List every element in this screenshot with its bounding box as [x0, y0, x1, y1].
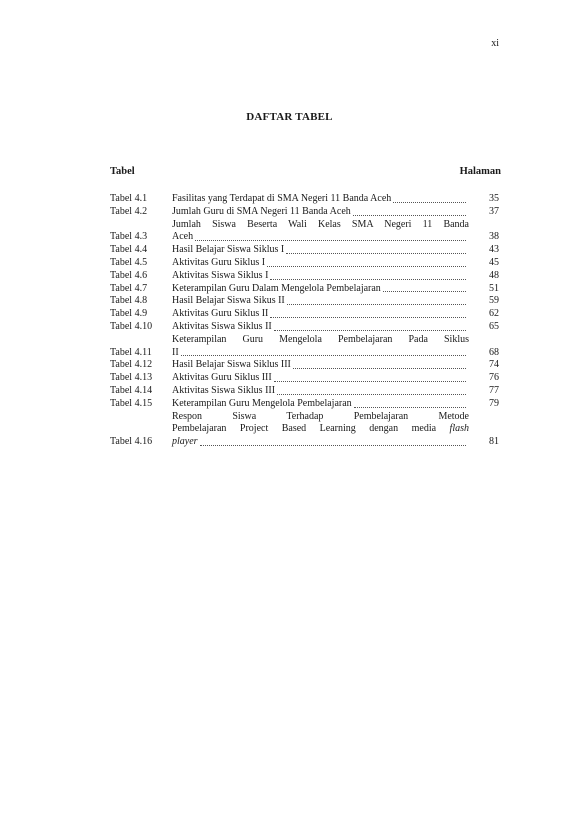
table-caption	[172, 321, 469, 334]
table-number: Tabel 4.15	[110, 397, 153, 409]
dot-leader	[274, 381, 466, 382]
dot-leader	[267, 266, 466, 267]
table-caption	[172, 257, 469, 270]
table-number: Tabel 4.1	[110, 193, 148, 204]
page-reference: 48	[489, 269, 499, 281]
dot-leader	[270, 279, 466, 280]
table-list-item	[110, 257, 499, 270]
table-number: Tabel 4.13	[110, 372, 153, 384]
page-reference: 81	[489, 436, 499, 448]
caption-line: Keterampilan Guru Dalam Mengelola Pembelajaran	[172, 282, 381, 294]
caption-line: Fasilitas yang Terdapat di SMA Negeri 11 Banda Aceh	[172, 193, 392, 204]
table-number: Tabel 4.3	[110, 231, 148, 243]
caption-line: Keterampilan Guru Mengelola Pembelajaran Pada Siklus	[172, 333, 469, 345]
table-number: Tabel 4.4	[110, 244, 148, 256]
column-header-page: Halaman	[459, 166, 501, 177]
table-list-item	[110, 308, 499, 321]
table-caption	[172, 283, 469, 296]
table-caption	[172, 193, 469, 206]
table-number: Tabel 4.5	[110, 256, 148, 268]
caption-line: Aktivitas Guru Siklus III	[172, 372, 272, 384]
page-reference: 37	[489, 205, 499, 217]
caption-line: Aktivitas Siswa Siklus III	[172, 384, 276, 396]
caption-line: Aktivitas Guru Siklus I	[172, 256, 266, 268]
page-reference: 74	[489, 359, 499, 371]
table-caption	[172, 398, 469, 411]
page-reference: 65	[489, 320, 499, 332]
caption-line: Jumlah Siswa Beserta Wali Kelas SMA Negeri 11 Banda	[172, 218, 469, 230]
table-number: Tabel 4.2	[110, 205, 148, 217]
dot-leader	[383, 291, 466, 292]
caption-line: Aceh	[172, 231, 194, 243]
table-caption	[172, 372, 469, 385]
page-reference: 76	[489, 372, 499, 384]
table-list-item	[110, 206, 499, 219]
dot-leader	[181, 355, 466, 356]
table-list-item	[110, 321, 499, 334]
table-list-item	[110, 411, 499, 449]
page-reference: 77	[489, 384, 499, 396]
caption-line: Hasil Belajar Siswa Sikus II	[172, 295, 285, 307]
table-list-item	[110, 283, 499, 296]
page-reference: 43	[489, 244, 499, 256]
table-list-item	[110, 219, 499, 245]
table-caption	[172, 385, 469, 398]
column-header-table: Tabel	[110, 166, 135, 177]
page-reference: 59	[489, 295, 499, 307]
page-title: DAFTAR TABEL	[246, 111, 333, 123]
caption-line: Aktivitas Guru Siklus II	[172, 308, 269, 320]
dot-leader	[354, 407, 466, 408]
dot-leader	[287, 304, 466, 305]
page-reference: 45	[489, 256, 499, 268]
table-caption	[172, 295, 469, 308]
table-caption	[172, 219, 469, 245]
dot-leader	[195, 240, 466, 241]
page-reference: 62	[489, 308, 499, 320]
table-caption	[172, 308, 469, 321]
page-reference: 35	[489, 193, 499, 204]
page-reference: 68	[489, 346, 499, 358]
table-number: Tabel 4.6	[110, 269, 148, 281]
table-number: Tabel 4.9	[110, 308, 148, 320]
dot-leader	[277, 394, 466, 395]
caption-line: Keterampilan Guru Mengelola Pembelajaran	[172, 397, 352, 409]
table-caption	[172, 244, 469, 257]
caption-line: II	[172, 346, 179, 358]
caption-line: player	[172, 436, 198, 448]
table-list-item	[110, 270, 499, 283]
dot-leader	[293, 368, 466, 369]
table-list-item	[110, 385, 499, 398]
page-reference: 79	[489, 397, 499, 409]
table-caption	[172, 359, 469, 372]
table-list-item	[110, 244, 499, 257]
dot-leader	[393, 202, 466, 203]
page-reference: 51	[489, 282, 499, 294]
caption-line: Aktivitas Siswa Siklus II	[172, 320, 272, 332]
table-list-item	[110, 398, 499, 411]
table-list	[110, 193, 499, 449]
table-list-item	[110, 295, 499, 308]
table-number: Tabel 4.12	[110, 359, 153, 371]
table-number: Tabel 4.8	[110, 295, 148, 307]
caption-line: Hasil Belajar Siswa Siklus III	[172, 359, 291, 371]
table-number: Tabel 4.10	[110, 320, 153, 332]
table-number: Tabel 4.16	[110, 436, 153, 448]
table-number: Tabel 4.14	[110, 384, 153, 396]
table-list-item	[110, 334, 499, 360]
table-caption	[172, 334, 469, 360]
caption-line: Respon Siswa Terhadap Pembelajaran Metode	[172, 410, 469, 422]
dot-leader	[270, 317, 466, 318]
caption-line: Aktivitas Siswa Siklus I	[172, 269, 269, 281]
page-number: xi	[491, 38, 499, 49]
caption-line: Pembelajaran Project Based Learning dengan media flash	[172, 423, 469, 435]
table-number: Tabel 4.11	[110, 346, 152, 358]
table-list-item	[110, 372, 499, 385]
table-list-item	[110, 193, 499, 206]
table-list-item	[110, 359, 499, 372]
dot-leader	[200, 445, 466, 446]
dot-leader	[274, 330, 466, 331]
caption-line: Hasil Belajar Siswa Siklus I	[172, 244, 285, 256]
dot-leader	[353, 215, 466, 216]
table-caption	[172, 206, 469, 219]
table-caption	[172, 411, 469, 449]
table-number: Tabel 4.7	[110, 282, 148, 294]
table-caption	[172, 270, 469, 283]
caption-line: Jumlah Guru di SMA Negeri 11 Banda Aceh	[172, 205, 351, 217]
page-reference: 38	[489, 231, 499, 243]
dot-leader	[286, 253, 466, 254]
